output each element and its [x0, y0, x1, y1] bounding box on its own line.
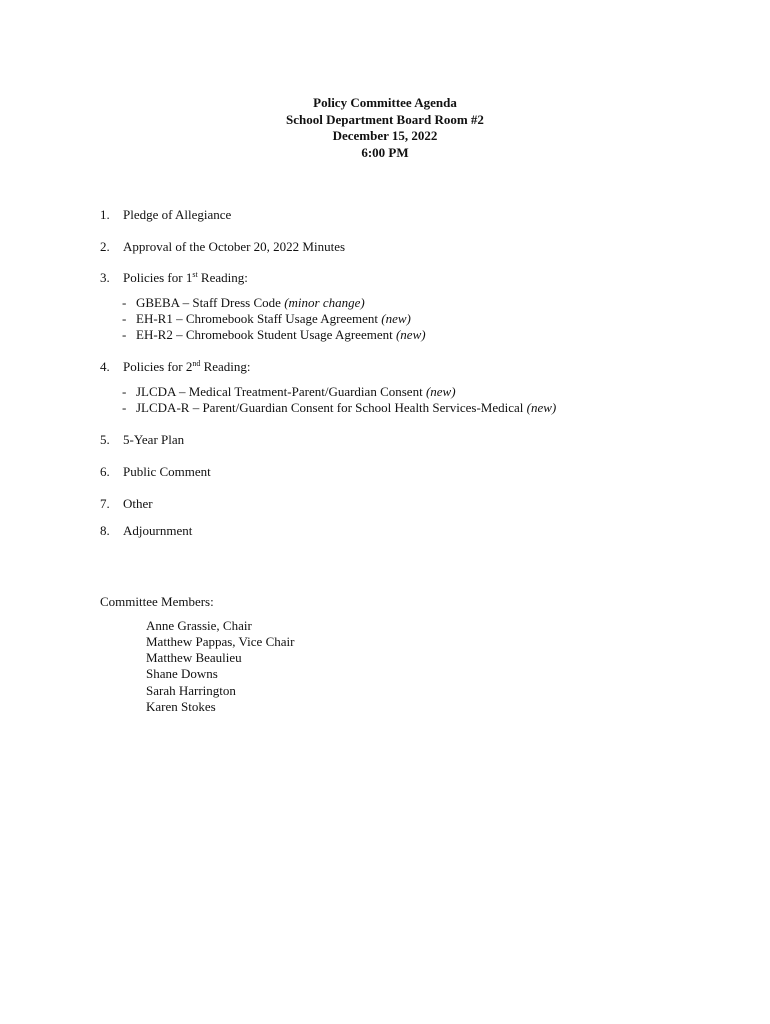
item-text: Policies for 2 — [123, 359, 193, 374]
bullet-dash: - — [122, 295, 127, 310]
sub-item-text: GBEBA – Staff Dress Code — [136, 295, 285, 310]
item-text: Adjournment — [123, 523, 193, 538]
agenda-item-8 — [100, 523, 192, 539]
committee-member: Matthew Pappas, Vice Chair — [146, 634, 295, 649]
item-text: Pledge of Allegiance — [123, 207, 232, 222]
agenda-item-7 — [100, 496, 153, 512]
header-time: 6:00 PM — [361, 144, 409, 160]
item-text: Public Comment — [123, 464, 211, 479]
item-text: 5-Year Plan — [123, 432, 185, 447]
bullet-dash: - — [122, 384, 127, 399]
item-text-suffix: Reading: — [197, 270, 248, 285]
sub-item-text: EH-R2 – Chromebook Student Usage Agreement — [136, 327, 396, 342]
sub-item-jlcda — [122, 384, 456, 400]
committee-member: Matthew Beaulieu — [146, 650, 242, 665]
item-number: 3. — [100, 270, 110, 285]
sub-item-gbeba — [122, 295, 365, 311]
item-number: 2. — [100, 239, 110, 254]
agenda-item-3 — [100, 270, 248, 286]
committee-member: Shane Downs — [146, 666, 218, 681]
sub-item-note: (minor change) — [284, 295, 365, 310]
bullet-dash: - — [122, 311, 127, 326]
ordinal-suffix: st — [192, 270, 198, 279]
sub-item-eh-r1 — [122, 311, 411, 327]
sub-item-note: (new) — [425, 384, 456, 399]
committee-member: Karen Stokes — [146, 699, 216, 714]
agenda-item-5 — [100, 432, 184, 448]
agenda-item-1 — [100, 207, 231, 223]
item-number: 4. — [100, 359, 110, 374]
header-location: School Department Board Room #2 — [286, 111, 484, 127]
sub-item-note: (new) — [395, 327, 426, 342]
sub-item-note: (new) — [381, 311, 411, 326]
header-date: December 15, 2022 — [332, 128, 438, 143]
item-number: 1. — [100, 207, 110, 222]
sub-item-text: EH-R1 – Chromebook Staff Usage Agreement — [136, 311, 382, 326]
agenda-item-4 — [100, 359, 251, 375]
item-text: Approval of the October 20, 2022 Minutes — [123, 239, 346, 254]
ordinal-suffix: nd — [192, 359, 201, 368]
item-number: 6. — [100, 464, 110, 479]
item-number: 7. — [100, 496, 110, 511]
committee-members-label: Committee Members: — [100, 594, 214, 609]
bullet-dash: - — [122, 400, 127, 415]
sub-item-text: JLCDA-R – Parent/Guardian Consent for School Health Services-Medical — [136, 400, 527, 415]
committee-member: Sarah Harrington — [146, 683, 236, 698]
item-text: Other — [123, 496, 153, 511]
header-title: Policy Committee Agenda — [313, 95, 457, 110]
item-number: 5. — [100, 432, 110, 447]
agenda-item-6 — [100, 464, 211, 480]
item-text-suffix: Reading: — [200, 359, 251, 374]
bullet-dash: - — [122, 327, 127, 342]
agenda-item-2 — [100, 239, 345, 255]
sub-item-jlcda-r — [122, 400, 556, 416]
item-number: 8. — [100, 523, 110, 538]
document-header — [0, 95, 770, 161]
sub-item-note: (new) — [526, 400, 557, 415]
sub-item-eh-r2 — [122, 327, 426, 343]
sub-item-text: JLCDA – Medical Treatment-Parent/Guardian Consent — [136, 384, 426, 399]
committee-member: Anne Grassie, Chair — [146, 618, 252, 633]
item-text: Policies for 1 — [123, 270, 193, 285]
